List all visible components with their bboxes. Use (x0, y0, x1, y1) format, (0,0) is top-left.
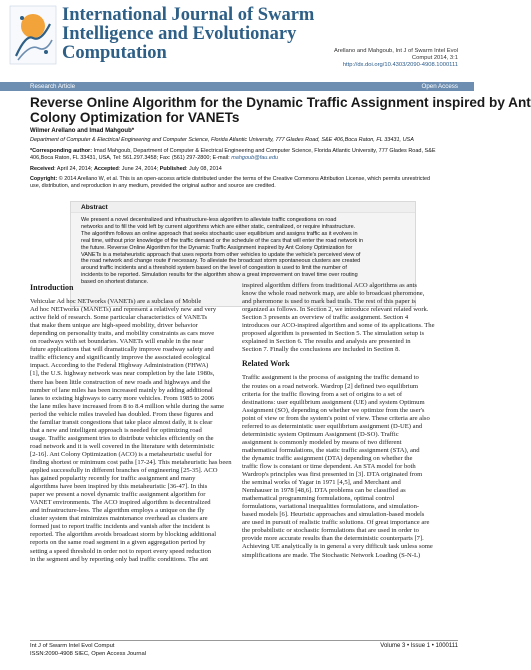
introduction-body (30, 298, 248, 564)
text-line: formed just to report traffic incidents and vanish after the incident is (30, 523, 210, 531)
left-column (30, 282, 248, 564)
text-line: [1], the U.S. highway network was near completion by the late 1980s, (30, 370, 215, 378)
text-line: applied successfully in different branches of engineering [25-35]. ACO (30, 467, 218, 475)
text-line: Ad hoc NETworks (MANETs) and represent a relatively new and very (30, 306, 217, 314)
journal-title-line: Computation (62, 43, 167, 63)
text-line: number of lane miles has been increased mainly by adding additional (30, 386, 213, 394)
text-line: deterministic system Optimum Assignment (D-SO). Traffic (242, 430, 399, 438)
text-line: depending on personality traits, and mobility constraints as cars move (30, 330, 215, 338)
journal-header (0, 0, 474, 80)
text-line: on roadways with set boundaries. VANETs will enable in the near (30, 338, 204, 346)
published-label: Published (159, 166, 186, 173)
footer-journal-info (30, 643, 146, 658)
abstract-line: the future. Reverse Online Algorithm for the Dynamic Traffic Assignment inspired by Ant Colony Optimization for (81, 244, 353, 251)
citation-line: Arellano and Mahgoub, Int J of Swarm Intel Evol (333, 48, 458, 54)
text-line: period the vehicle miles traveled has doubled. From these figures and (30, 410, 214, 418)
text-line: finding shortest or minimum cost paths [17-24]. This metaheuristic has been (30, 458, 232, 466)
copyright-text: use, distribution, and reproduction in any medium, provided the original author and source are credited. (30, 183, 276, 190)
journal-title-line: Intelligence and Evolutionary (62, 24, 297, 44)
received-label: Received (30, 166, 55, 173)
text-line: algorithms have been inspired by this metaheuristic [36-47]. In this (30, 483, 208, 491)
text-line: traffic flow is constant or time dependent. An STA model for both (242, 462, 416, 470)
text-line: the dynamic traffic assignment (DTA) depending on whether the (242, 454, 413, 462)
footer-rule (30, 640, 458, 641)
abstract-heading: Abstract (71, 202, 415, 213)
abstract-body (81, 217, 407, 286)
text-line: traffic efficiency and significantly improve the associated ecological (30, 354, 211, 362)
text-line: that make them unique are high-speed mobility, driver behavior (30, 322, 198, 330)
text-line: there has been little construction of new roads and highways and the (30, 378, 211, 386)
related-work-body (242, 374, 460, 559)
text-line: in the segment and by reporting only bad traffic conditions. The ant (30, 555, 209, 563)
footer-volume: Volume 3 • Issue 1 • 1000111 (380, 643, 458, 649)
text-line: know the whole road network map, are able to broadcast pheromone, (242, 290, 425, 298)
abstract-line: real time, without prior knowledge of the traffic demand or the schedule of the cars that will enter the road network in (81, 237, 364, 244)
article-title-line: Colony Optimization for VANETs (30, 110, 240, 125)
text-line: the routes on a road network. Wardrop [2] defined two equilibrium (242, 382, 419, 390)
abstract-line: The algorithm follows an online approach that seeks stochastic user equilibrium and assigns traffic as it evolves in (81, 230, 358, 237)
right-column (242, 282, 460, 560)
text-line: future applications that will dramatically improve roadway safety and (30, 346, 214, 354)
article-type-bar (0, 82, 474, 91)
text-line: VANET environments. The ACO inspired algorithm is decentralized (30, 499, 211, 507)
text-line: and infrastructure-less. The algorithm employs a unique on the fly (30, 507, 205, 515)
text-line: reported. The algorithm avoids broadcast storm by blocking additional (30, 531, 217, 539)
received-date: April 24, 2014 (56, 166, 91, 173)
corr-text: Imad Mahgoub, Department of Computer & Electrical Engineering and Computer Science, Florida Atlantic University, 777 Glades Road, S&E (92, 148, 436, 154)
text-line: paper we present a novel dynamic traffic assignment algorithm for (30, 491, 206, 499)
text-line: cluster system that minimizes maintenance overhead as clusters are (30, 515, 208, 523)
affiliation: Department of Computer & Electrical Engineering and Computer Science, Florida Atlantic University, 777 Glades Road, S&E 406,Boca Raton, FL 33431, USA (30, 137, 414, 143)
open-access-label: Open Access (421, 83, 458, 90)
text-line: Nemhauser in 1978 [48,6]. DTA problems can be classified as (242, 487, 406, 495)
text-line: the probabilistic or stochastic formulations that are used in order to (242, 527, 419, 535)
abstract-line: We present a novel decentralized and infrastructure-less algorithm to alleviate traffic congestions on road (81, 217, 337, 223)
text-line: [2-16]. Ant Colony Optimization (ACO) is a metaheuristic useful for (30, 450, 212, 458)
text-line: active field of research. Some particular characteristics of VANETs (30, 314, 208, 322)
text-line: usage. Traffic assignment tries to distribute vehicles efficiently on the (30, 434, 214, 442)
text-line: introduces our ACO-inspired algorithm and some of its applications. The (242, 322, 435, 330)
text-line: road network and it is well covered in the literature with deterministic (30, 442, 215, 450)
text-line: based models [6]. Heuristic approaches and simulation-based models (242, 511, 425, 519)
text-line: referred to as deterministic user equilibrium assignment (D-UE) and (242, 422, 423, 430)
text-line: Achieving UE analytically is in general a very difficult task unless some (242, 543, 433, 551)
article-dates: Received: April 24, 2014; Accepted: June 24, 2014; Published: July 08, 2014 (30, 166, 222, 173)
abstract-line: the road network and change route if necessary. To alleviate the broadcast storm spontaneous clusters are created (81, 258, 361, 265)
text-line: and pheromone is used to mark bad trails. The rest of this paper is (242, 298, 416, 306)
copyright (30, 176, 458, 190)
text-line: the lane miles have increased from 8 to 8.4 million while during the same (30, 402, 225, 410)
text-line: explained in Section 6. The results and analysis are presented in (242, 338, 411, 346)
text-line: provide more accurate results than the deterministic counterparts [7]. (242, 535, 424, 543)
corr-label: *Corresponding author: (30, 148, 93, 154)
citation-block (288, 48, 458, 69)
text-line: criteria for the traffic flowing from a set of origins to a set of (242, 390, 403, 398)
article-title-line: Reverse Online Algorithm for the Dynamic Traffic Assignment inspired by Ant (30, 95, 531, 110)
text-line: simplifications are made. The Stochastic Network Loading (S-N-L) (242, 551, 421, 559)
article-type-label: Research Article (30, 83, 76, 90)
doi-link[interactable]: http://dx.doi.org/10.4303/2090-4908.1000111 (342, 62, 458, 68)
email-link[interactable]: mahgoub@fau.edu (231, 155, 279, 162)
text-line: Section 3 presents an overview of traffic assignment. Section 4 (242, 314, 409, 322)
text-line: the familiar transit congestions that take place almost daily, it is clear (30, 418, 213, 426)
footer-line: Int J of Swarm Intel Evol Comput (30, 643, 115, 649)
journal-title[interactable] (62, 5, 315, 63)
text-line: that a new and intelligent approach is needed for optimizing road (30, 426, 202, 434)
abstract-line: VANETs is a metaheuristic approach that uses reports from other vehicles to update the vehicle's perceived view of (81, 251, 361, 258)
introduction-continued (242, 282, 460, 354)
text-line: mathematical programming formulations, optimal control (242, 495, 395, 503)
footer-line: ISSN:2090-4908 SIEC, Open Access Journal (30, 650, 147, 657)
abstract-line: based on shortest distance. (81, 279, 149, 286)
text-line: destinations: user equilibrium assignment (UE) and system Optimum (242, 398, 425, 406)
text-line: lanes to existing highways to carry more vehicles. From 1985 to 2006 (30, 394, 215, 402)
accepted-label: Accepted (93, 166, 119, 173)
text-line: mathematical formulations, the static traffic assignment (STA), and (242, 446, 420, 454)
abstract-line: around traffic incidents and a threshold system based on the level of congestion is used to limit the number of (81, 265, 347, 272)
copyright-text: © 2014 Arellano W, et al. This is an open-access article distributed under the terms of the Creative Commons Attribution License, which permits unrestricted (57, 176, 430, 183)
text-line: inspired algorithm differs from traditional ACO algorithms as ants (242, 282, 417, 289)
abstract-line: incidents to be reported. Simulation results for the algorithm show a great improvement on travel time over routing (81, 272, 358, 279)
abstract-line: networks and to fill the void left by current algorithms which are either static, centralized, or require infrastructure. (81, 223, 356, 230)
text-line: point of view or from the system's point of view. These criteria are also (242, 414, 430, 422)
text-line: organized as follows. In Section 2, we introduce relevant related work. (242, 306, 429, 314)
text-line: assignment is commonly modeled by means of two different (242, 438, 402, 446)
text-line: reports on the same road segment in a given aggregation period by (30, 539, 206, 547)
text-line: formulations, variational inequalities formulations, and simulation- (242, 503, 420, 511)
published-date: July 08, 2014 (189, 166, 222, 173)
citation-line: Comput 2014, 3:1 (411, 55, 458, 61)
article-front-matter (30, 95, 531, 190)
article-title (30, 95, 531, 125)
text-line: are used in pursuit of realistic traffic solutions. Of great importance are (242, 519, 430, 527)
text-line: Wardrop's principles was first presented in [3]. DTA originated from (242, 471, 423, 479)
text-line: impact. According to the Federal Highway Administration (FHWA) (30, 362, 209, 370)
text-line: has gained popularity recently for traffic assignment and many (30, 475, 196, 483)
journal-logo-icon (8, 4, 58, 66)
authors: Wilmer Arellano and Imad Mahgoub* (30, 128, 135, 134)
text-line: Assignment (SO), depending on whether we optimize from the user's (242, 406, 425, 414)
text-line: the seminal works of Yagar in 1971 [4,5], and Merchant and (242, 479, 401, 487)
accepted-date: June 24, 2014 (121, 166, 157, 173)
text-line: setting a speed threshold in order not to report every speed reduction (30, 547, 212, 555)
text-line: Traffic assignment is the process of assigning the traffic demand to (242, 374, 419, 382)
text-line: Section 7. Finally the conclusions are included in Section 8. (242, 346, 401, 354)
copyright-label: Copyright: (30, 176, 58, 183)
text-line: Vehicular Ad hoc NETworks (VANETs) are a subclass of Mobile (30, 298, 202, 306)
text-line: proposed algorithm is presented in Section 5. The simulation setup is (242, 330, 425, 338)
section-heading-introduction: Introduction (30, 283, 74, 292)
corr-text: 406,Boca Raton, FL 33431, USA, Tel: 561.297.3458; Fax: (561) 297-2800; E-mail: (30, 155, 232, 162)
journal-title-line: International Journal of Swarm (62, 5, 315, 25)
corresponding-author (30, 148, 458, 162)
section-heading-related-work: Related Work (242, 359, 290, 369)
